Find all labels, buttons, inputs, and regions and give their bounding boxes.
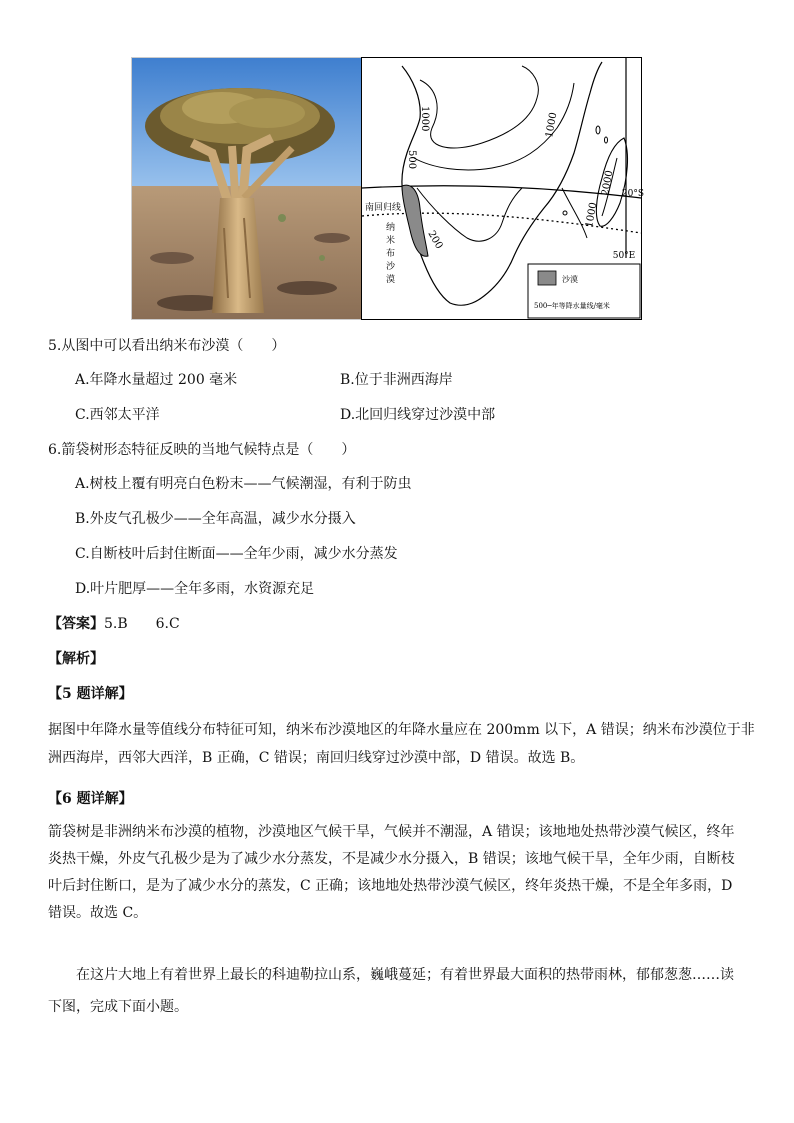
isoline-label: 1000 xyxy=(584,201,600,229)
isoline-label: 200 xyxy=(425,229,445,252)
q5-option-a[interactable]: A.年降水量超过 200 毫米 xyxy=(75,372,238,388)
q6-option-b[interactable]: B.外皮气孔极少——全年高温，减少水分摄入 xyxy=(75,511,356,527)
intro-line: 在这片大地上有着世界上最长的科迪勒拉山系，巍峨蔓延；有着世界最大面积的热带雨林，郁郁葱葱……读 xyxy=(48,967,734,983)
answer-line xyxy=(48,614,180,634)
q5-option-d[interactable]: D.北回归线穿过沙漠中部 xyxy=(340,407,496,423)
legend-desert-label: 沙漠 xyxy=(562,275,578,284)
answer-label: 【答案】 xyxy=(48,616,104,632)
q5-detail-text xyxy=(48,716,755,772)
q5-detail-line: 据图中年降水量等值线分布特征可知，纳米布沙漠地区的年降水量应在 200mm 以下，A 错误；纳米布沙漠位于非 xyxy=(48,722,755,738)
q6-option-d[interactable]: D.叶片肥厚——全年多雨，水资源充足 xyxy=(75,581,315,597)
q6-detail-label: 【6 题详解】 xyxy=(48,791,133,807)
longitude-label: 50°E xyxy=(612,251,636,261)
latitude-label: 20°S xyxy=(621,189,644,199)
q6-detail-line: 箭袋树是非洲纳米布沙漠的植物，沙漠地区气候干旱，气候并不潮湿，A 错误；该地地处热带沙漠气候区，终年 xyxy=(48,824,735,840)
isoline-1000-north xyxy=(420,66,538,148)
tropic-label: 南回归线 xyxy=(365,203,402,213)
q6-option-c[interactable]: C.自断枝叶后封住断面——全年少雨，减少水分蒸发 xyxy=(75,546,398,562)
desert-name-char: 米 xyxy=(386,236,396,246)
analysis-label: 【解析】 xyxy=(48,651,104,667)
q5-option-c[interactable]: C.西邻太平洋 xyxy=(75,407,160,423)
q5-option-b[interactable]: B.位于非洲西海岸 xyxy=(340,372,453,388)
quiver-tree-photo xyxy=(131,57,362,320)
q6-stem: 6.箭袋树形态特征反映的当地气候特点是（ ） xyxy=(48,442,356,458)
isoline-label: 2000 xyxy=(600,169,616,197)
q5-detail-label: 【5 题详解】 xyxy=(48,686,133,702)
desert-name-char: 沙 xyxy=(386,262,396,272)
legend-isoline-label: 500─年等降水量线/毫米 xyxy=(534,302,610,310)
southern-africa-map xyxy=(361,57,642,320)
answer-text: 5.B 6.C xyxy=(104,616,180,632)
desert-name-char: 漠 xyxy=(386,275,396,285)
q5-stem: 5.从图中可以看出纳米布沙漠（ ） xyxy=(48,338,286,354)
q6-detail-line: 叶后封住断口，是为了减少水分的蒸发，C 正确；该地地处热带沙漠气候区，终年炎热干燥，不是全年多雨，D xyxy=(48,878,733,894)
q6-detail-text xyxy=(48,819,748,927)
q5-detail-line: 洲西海岸，西邻大西洋，B 正确，C 错误；南回归线穿过沙漠中部，D 错误。故选 B。 xyxy=(48,750,585,766)
legend-desert-swatch xyxy=(538,271,556,285)
q6-detail-line: 错误。故选 C。 xyxy=(48,905,148,921)
isoline-label: 1000 xyxy=(544,111,560,139)
isoline-label: 1000 xyxy=(419,106,430,132)
desert-name-char: 布 xyxy=(386,249,396,259)
isoline-label: 500 xyxy=(406,150,417,170)
intro-line: 下图，完成下面小题。 xyxy=(48,999,188,1015)
namib-desert-area xyxy=(402,185,428,256)
map-legend xyxy=(528,264,640,318)
q6-option-a[interactable]: A.树枝上覆有明亮白色粉末——气候潮湿，有利于防虫 xyxy=(75,476,412,492)
desert-name-char: 纳 xyxy=(386,223,396,233)
intro-text xyxy=(48,959,748,1023)
map-svg xyxy=(362,58,644,319)
q6-detail-line: 炎热干燥，外皮气孔极少是为了减少水分蒸发，不是减少水分摄入，B 错误；该地气候干旱，全年少雨，自断枝 xyxy=(48,851,735,867)
quiver-tree-image xyxy=(132,58,361,319)
